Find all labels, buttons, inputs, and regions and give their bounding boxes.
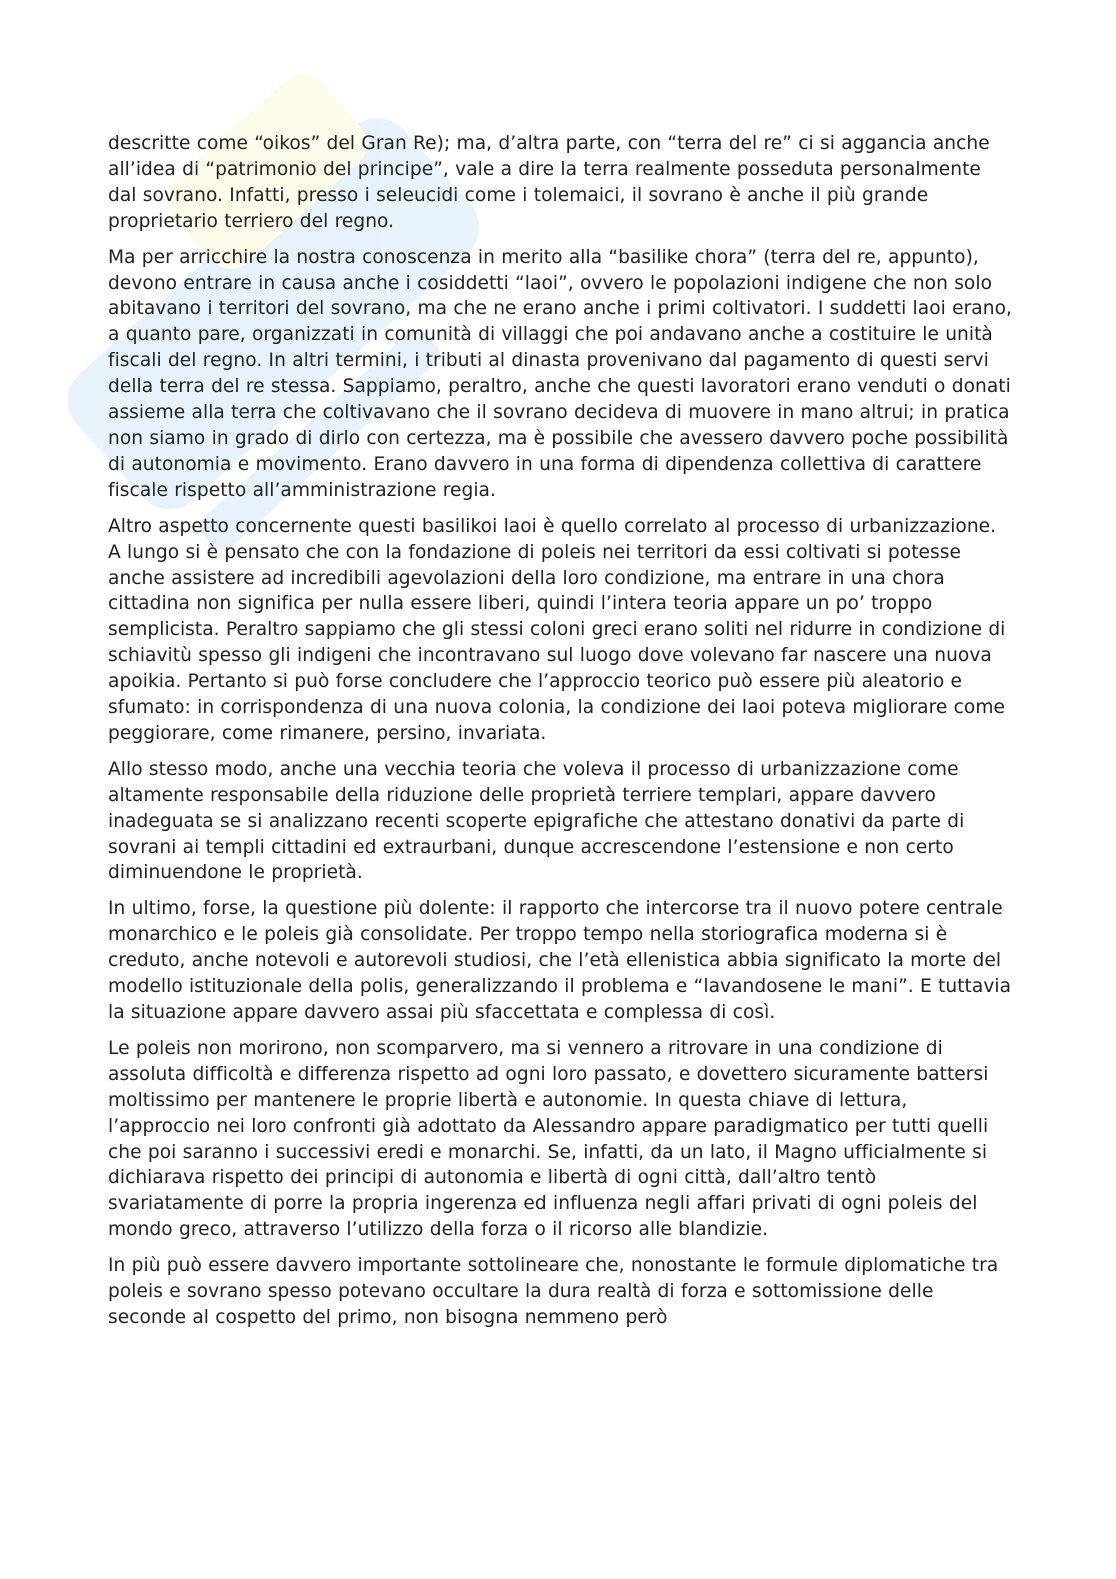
paragraph-3: Altro aspetto concernente questi basilikoi laoi è quello correlato al processo di urbanizzazione. A lungo si è pensato che con la fondazione di poleis nei territori da essi coltivati si potesse anche assistere ad incredibili agevolazioni della loro condizione, ma entrare in una chora cittadina non significa per nulla essere liberi, quindi l’intera teoria appare un po’ troppo semplicista. Peraltro sappiamo che gli stessi coloni greci erano soliti nel ridurre in condizione di schiavitù spesso gli indigeni che incontravano sul luogo dove volevano far nascere una nuova apoikia. Pertanto si può forse concludere che l’approccio teorico può essere più aleatorio e sfumato: in corrispondenza di una nuova colonia, la condizione dei laoi poteva migliorare come peggiorare, come rimanere, persino, invariata. — [108, 515, 1006, 744]
paragraph-2: Ma per arricchire la nostra conoscenza in merito alla “basilike chora” (terra del re, appunto), devono entrare in causa anche i cosiddetti “laoi”, ovvero le popolazioni indigene che non solo abitavano i territori del sovrano, ma che ne erano anche i primi coltivatori. I suddetti laoi erano, a quanto pare, organizzati in comunità di villaggi che poi andavano anche a costituire le unità fiscali del regno. In altri termini, i tributi al dinasta provenivano dal pagamento di questi servi della terra del re stessa. Sappiamo, peraltro, anche che questi lavoratori erano venduti o donati assieme alla terra che coltivavano che il sovrano decideva di muovere in mano altrui; in pratica non siamo in grado di dirlo con certezza, ma è possibile che avessero davvero poche possibilità di autonomia e movimento. Erano davvero in una forma di dipendenza collettiva di carattere fiscale rispetto all’amministrazione regia. — [108, 246, 1012, 501]
paragraph-7: In più può essere davvero importante sottolineare che, nonostante le formule diplomatiche tra poleis e sovrano spesso potevano occultare la dura realtà di forza e sottomissione delle seconde al cospetto del primo, non bisogna nemmeno però — [108, 1255, 999, 1328]
paragraph-1: descritte come “oikos” del Gran Re); ma, d’altra parte, con “terra del re” ci si aggancia anche all’idea di “patrimonio del principe”, vale a dire la terra realmente posseduta personalmente dal sovrano. Infatti, presso i seleucidi come i tolemaici, il sovrano è anche il più grande proprietario terriero del regno. — [108, 133, 990, 232]
document-body — [108, 131, 1013, 1341]
paragraph-5: In ultimo, forse, la questione più dolente: il rapporto che intercorse tra il nuovo potere centrale monarchico e le poleis già consolidate. Per troppo tempo nella storiografica moderna si è creduto, anche notevoli e autorevoli studiosi, che l’età ellenistica abbia significato la morte del modello istituzionale della polis, generalizzando il problema e “lavandosene le mani”. E tuttavia la situazione appare davvero assai più sfaccettata e complessa di così. — [108, 898, 1012, 1023]
paragraph-4: Allo stesso modo, anche una vecchia teoria che voleva il processo di urbanizzazione come altamente responsabile della riduzione delle proprietà terriere templari, appare davvero inadeguata se si analizzano recenti scoperte epigrafiche che attestano donativi da parte di sovrani ai templi cittadini ed extraurbani, dunque accrescendone l’estensione e non certo diminuendone le proprietà. — [108, 758, 965, 884]
paragraph-6: Le poleis non morirono, non scomparvero, ma si vennero a ritrovare in una condizione di assoluta difficoltà e differenza rispetto ad ogni loro passato, e dovettero sicuramente battersi moltissimo per mantenere le proprie libertà e autonomie. In questa chiave di lettura, l’approccio nei loro confronti già adottato da Alessandro appare paradigmatico per tutti quelli che poi saranno i successivi eredi e monarchi. Se, infatti, da un lato, il Magno ufficialmente si dichiarava rispetto dei principi di autonomia e libertà di ogni città, dall’altro tentò svariatamente di porre la propria ingerenza ed influenza negli affari privati di ogni poleis del mondo greco, attraverso l’utilizzo della forza o il ricorso alle blandizie. — [108, 1037, 989, 1241]
